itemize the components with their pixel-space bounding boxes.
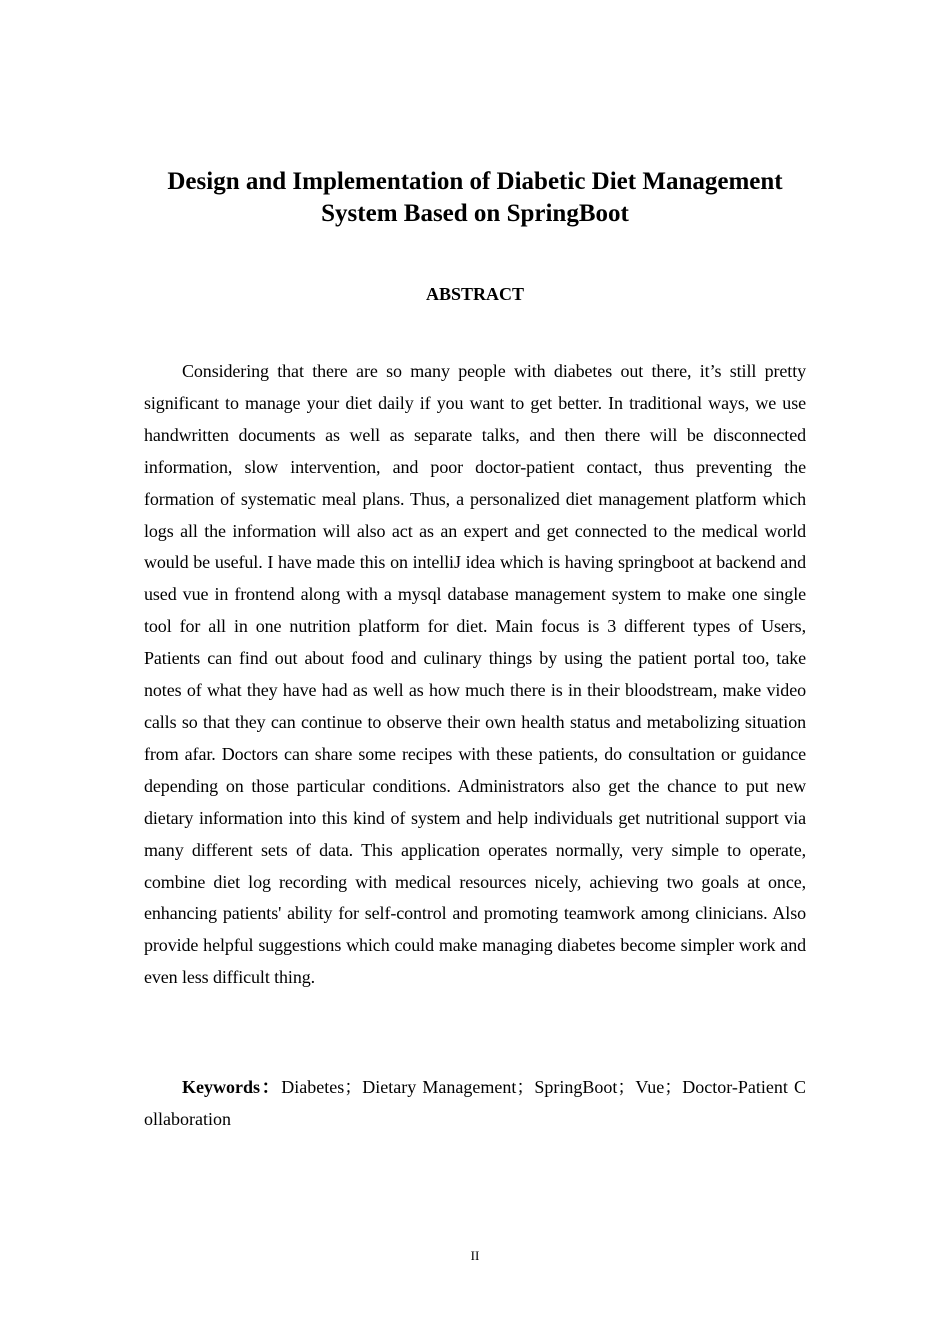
keywords-label: Keywords： (182, 1077, 282, 1097)
abstract-paragraph: Considering that there are so many people with diabetes out there, it’s still pretty significant to manage your diet daily if you want to get better. In traditional ways, we use handwritten documents as well as separate talks, and then there will be disconnected information, slow intervention, and poor doctor-patient contact, thus preventing the formation of systematic meal plans. Thus, a personalized diet management platform which logs all the information will also act as an expert and get connected to the medical world would be useful. I have made this on intelliJ idea which is having springboot at backend and used vue in frontend along with a mysql database management system to make one single tool for all in one nutrition platform for diet. Main focus is 3 different types of Users, Patients can find out about food and culinary things by using the patient portal too, take notes of what they have had as well as how much there is in their bloodstream, make video calls so that they can continue to observe their own health status and metabolizing situation from afar. Doctors can share some recipes with these patients, do consultation or guidance depending on those particular conditions. Administrators also get the chance to put new dietary information into this kind of system and help individuals get nutritional support via many different sets of data. This application operates normally, very simple to operate, combine diet log recording with medical resources nicely, achieving two goals at once, enhancing patients' ability for self-control and promoting teamwork among clinicians. Also provide helpful suggestions which could make managing diabetes become simpler work and even less difficult thing. (144, 361, 806, 988)
keywords-paragraph (144, 1071, 806, 1135)
title-line-1: Design and Implementation of Diabetic Diet Management (167, 168, 783, 195)
keywords-list: Diabetes；Dietary Management；SpringBoot；Vue；Doctor-Patient Collaboration (144, 1077, 807, 1129)
document-title (120, 166, 830, 230)
title-line-2: System Based on SpringBoot (321, 200, 629, 227)
abstract-heading: ABSTRACT (425, 284, 525, 304)
page-number: II (470, 1248, 480, 1263)
